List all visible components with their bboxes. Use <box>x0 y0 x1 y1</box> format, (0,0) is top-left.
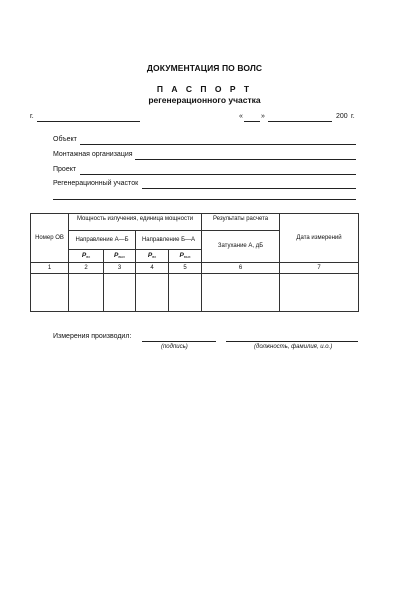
cell-number[interactable] <box>31 274 69 312</box>
col-header-results: Результаты расчета <box>202 214 280 231</box>
document-category: ДОКУМЕНТАЦИЯ ПО ВОЛС <box>146 63 263 73</box>
document-subtitle: регенерационного участка <box>148 95 261 105</box>
col-header-date: Дата измерений <box>280 214 359 263</box>
city-prefix: г. <box>30 113 34 120</box>
cell-attenuation[interactable] <box>202 274 280 312</box>
field-organization-label: Монтажная организация <box>53 151 133 158</box>
col-number-3: 3 <box>104 263 136 274</box>
field-section-line[interactable] <box>142 188 356 189</box>
field-project-line[interactable] <box>80 174 356 175</box>
cell-p-in-ba[interactable] <box>136 274 169 312</box>
col-number-1: 1 <box>31 263 69 274</box>
table-row <box>31 274 359 312</box>
document-title: П А С П О Р Т <box>156 84 253 94</box>
field-object-line[interactable] <box>80 144 356 145</box>
signature-line[interactable] <box>142 341 216 342</box>
col-number-2: 2 <box>69 263 104 274</box>
quote-close: » <box>261 113 265 120</box>
position-line[interactable] <box>226 341 358 342</box>
passport-table <box>30 213 359 312</box>
field-organization-line[interactable] <box>135 159 356 160</box>
col-header-direction-ab: Направление А—Б <box>69 231 136 250</box>
position-caption: (должность, фамилия, и.о.) <box>254 344 333 350</box>
day-line[interactable] <box>244 121 260 122</box>
col-number-7: 7 <box>280 263 359 274</box>
field-section-label: Регенерационный участок <box>53 180 139 187</box>
col-number-4: 4 <box>136 263 169 274</box>
col-header-p-in-ba: $P_{вх}$ <box>136 250 169 263</box>
col-header-p-out-ab: $P_{вых}$ <box>104 250 136 263</box>
month-line[interactable] <box>268 121 332 122</box>
year-value: 200 <box>336 113 348 120</box>
cell-p-out-ab[interactable] <box>104 274 136 312</box>
field-section-line-2[interactable] <box>53 199 356 200</box>
col-header-p-out-ba: $P_{вых}$ <box>169 250 202 263</box>
year-suffix: г. <box>351 113 355 120</box>
col-header-power: Мощность излучения, единица мощности <box>69 214 202 231</box>
cell-date[interactable] <box>280 274 359 312</box>
field-object-label: Объект <box>53 136 77 143</box>
cell-p-in-ab[interactable] <box>69 274 104 312</box>
footer-label: Измерения производил: <box>53 333 132 340</box>
col-header-p-in-ab: $P_{вх}$ <box>69 250 104 263</box>
col-header-attenuation: Затухание А, дБ <box>202 231 280 263</box>
cell-p-out-ba[interactable] <box>169 274 202 312</box>
col-number-5: 5 <box>169 263 202 274</box>
quote-open: « <box>239 113 243 120</box>
col-header-number: Номер ОВ <box>31 214 69 263</box>
col-header-direction-ba: Направление Б—А <box>136 231 202 250</box>
field-project-label: Проект <box>53 166 77 173</box>
signature-caption: (подпись) <box>161 344 188 350</box>
city-line[interactable] <box>37 121 140 122</box>
col-number-6: 6 <box>202 263 280 274</box>
